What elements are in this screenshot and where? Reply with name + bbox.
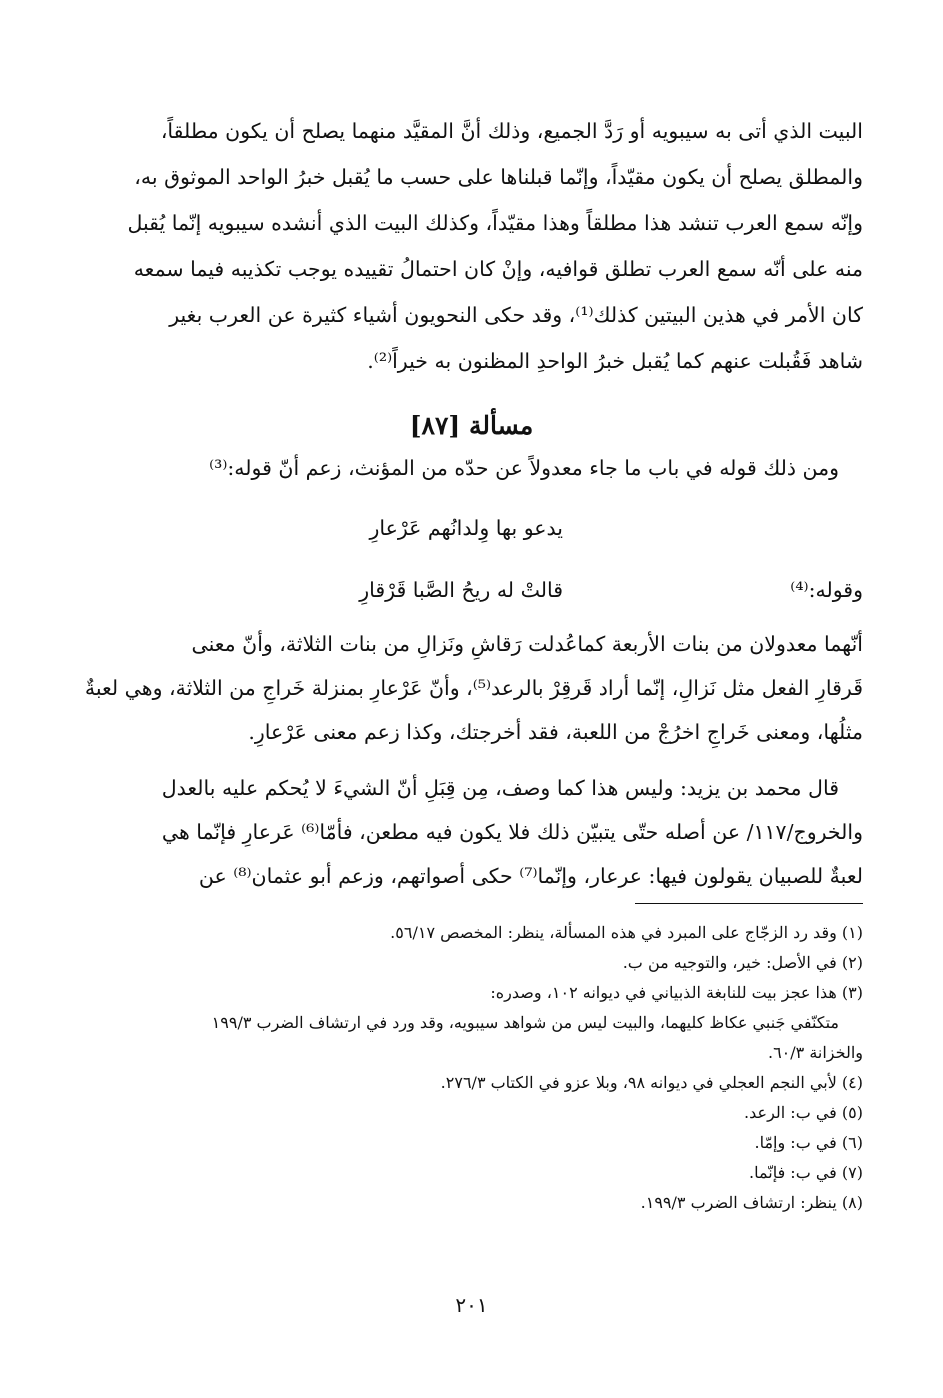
footnote: (٢) في الأصل: خير، والتوجيه من ب. [622, 953, 863, 972]
text-line: لعبةٌ للصبيان يقولون فيها: عرعار، وإنّما⁽⁷⁾ حكى أصواتهم، وزعم أبو عثمان⁽⁸⁾ عن [198, 864, 863, 888]
text-line: قال محمد بن يزيد: وليس هذا كما وصف، مِن قِبَلِ أنّ الشيءَ لا يُحكم عليه بالعدل [161, 776, 839, 800]
text-line: شاهد فَقُبلت عنهم كما يُقبل خبرُ الواحدِ المظنون به خيراً⁽²⁾. [367, 349, 863, 373]
footnote: (٦) في ب: وإمّا. [754, 1133, 863, 1152]
verse-line-2: قالتْ له ريحُ الصَّبا قَرْقارِ [359, 578, 563, 602]
footnote: (٨) ينظر: ارتشاف الضرب ١٩٩/٣. [640, 1193, 863, 1212]
body-paragraph-1 [83, 108, 863, 384]
text-line: أنّهما معدولان من بنات الأربعة كماعُدلت رَقاشِ ونَزالِ من بنات الثلاثة، وأنّ معنى [191, 632, 863, 656]
footnote: (٥) في ب: الرعد. [744, 1103, 863, 1122]
footnote: (٣) هذا عجز بيت للنابغة الذبياني في ديوانه ١٠٢، وصدره: [490, 983, 863, 1002]
footnote-continuation: متكنّفي جَنبي عكاظ كليهما، والبيت ليس من شواهد سيبويه، وقد ورد في ارتشاف الضرب ١٩٩/٣ [211, 1013, 839, 1032]
body-paragraph-2 [83, 622, 863, 754]
page-number: ٢٠١ [455, 1293, 488, 1317]
footnote-continuation: والخزانة ٦٠/٣. [767, 1043, 863, 1062]
footnote: (٧) في ب: فإنّما. [749, 1163, 863, 1182]
text-line: البيت الذي أتى به سيبويه أو رَدَّ الجميع، وذلك أنَّ المقيَّد منهما يصلح أن يكون مطلقاً، [160, 119, 863, 143]
text-line: منه على أنّه سمع العرب تطلق قوافيه، وإنْ كان احتمالُ تقييده يوجب تكذيبه فيما سمعه [133, 257, 863, 281]
text-line: والمطلق يصلح أن يكون مقيّداً، وإنّما قبلناها على حسب ما يُقبل خبرُ الواحد الموثوق به، [134, 165, 863, 189]
footnote-divider [635, 903, 863, 904]
body-paragraph-3 [83, 766, 863, 898]
text-line: كان الأمر في هذين البيتين كذلك⁽¹⁾، وقد حكى النحويون أشياء كثيرة عن العرب بغير [169, 303, 863, 327]
verse-label: وقوله:⁽⁴⁾ [790, 578, 863, 602]
verse-line-1: يدعو بها وِلدانُهم عَرْعارِ [369, 516, 563, 540]
text-line: والخروج/١١٧/ عن أصله حتّى يتبيّن ذلك فلا يكون فيه مطعن، فأمّا⁽⁶⁾ عَرعارِ فإنّما هي [161, 820, 863, 844]
footnote: (٤) لأبي النجم العجلي في ديوانه ٩٨، وبلا عزو في الكتاب ٢٧٦/٣. [440, 1073, 863, 1092]
footnotes [83, 918, 863, 1218]
footnote: (١) وقد رد الزجّاج على المبرد في هذه المسألة، ينظر: المخصص ٥٦/١٧. [390, 923, 863, 942]
section-heading: مسألة [٨٧] [409, 411, 534, 440]
text-line: قَرقارِ الفعل مثل نَزالِ، إنّما أراد قَرقِرْ بالرعد⁽⁵⁾، وأنّ عَرْعارِ بمنزلة خَراجِ من الثلاثة، وهي لعبةٌ [84, 676, 863, 700]
text-line: وإنّه سمع العرب تنشد هذا مطلقاً وهذا مقيّداً، وكذلك البيت الذي أنشده سيبويه إنّما يُقبل [127, 211, 863, 235]
intro-line: ومن ذلك قوله في باب ما جاء معدولاً عن حدّه من المؤنث، زعم أنّ قوله:⁽³⁾ [209, 456, 839, 480]
text-line: مثلُها، ومعنى خَراجِ اخرُجْ من اللعبة، فقد أخرجتك، وكذا زعم معنى عَرْعارِ. [248, 720, 863, 744]
